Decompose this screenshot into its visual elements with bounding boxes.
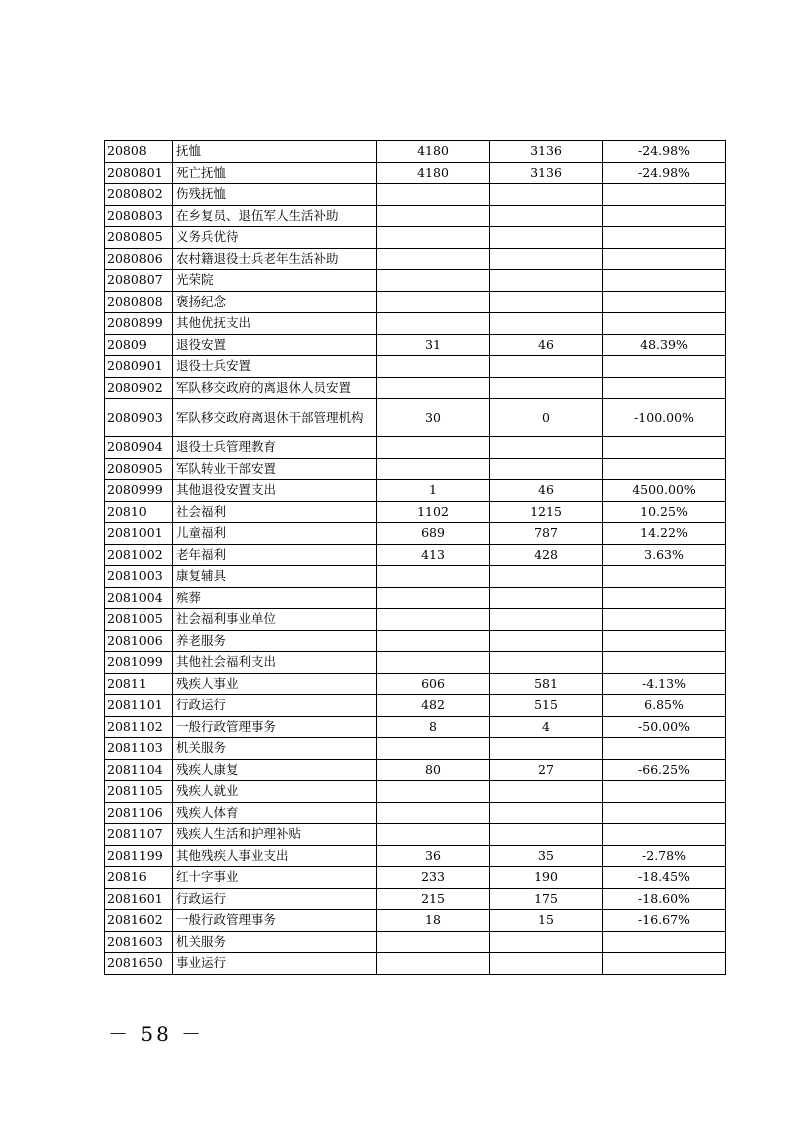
value-cell-1 xyxy=(377,566,490,588)
value-cell-2 xyxy=(490,377,603,399)
code-cell: 2081103 xyxy=(105,738,173,760)
value-cell-2: 46 xyxy=(490,480,603,502)
value-cell-2: 1215 xyxy=(490,501,603,523)
value-cell-1 xyxy=(377,738,490,760)
name-cell: 社会福利事业单位 xyxy=(173,609,377,631)
name-cell: 儿童福利 xyxy=(173,523,377,545)
name-cell: 军队移交政府的离退休人员安置 xyxy=(173,377,377,399)
table-row xyxy=(105,184,726,206)
table-row xyxy=(105,141,726,163)
value-cell-2: 175 xyxy=(490,888,603,910)
table-row xyxy=(105,910,726,932)
table-row xyxy=(105,458,726,480)
value-cell-1 xyxy=(377,313,490,335)
code-cell: 2081101 xyxy=(105,695,173,717)
value-cell-1 xyxy=(377,248,490,270)
code-cell: 2081199 xyxy=(105,845,173,867)
percent-change-cell: -16.67% xyxy=(603,910,726,932)
percent-change-cell xyxy=(603,802,726,824)
table-row xyxy=(105,270,726,292)
table-row xyxy=(105,356,726,378)
table-row xyxy=(105,248,726,270)
code-cell: 2080808 xyxy=(105,291,173,313)
value-cell-2: 35 xyxy=(490,845,603,867)
value-cell-2 xyxy=(490,931,603,953)
value-cell-1 xyxy=(377,609,490,631)
name-cell: 一般行政管理事务 xyxy=(173,716,377,738)
percent-change-cell: -24.98% xyxy=(603,141,726,163)
code-cell: 2081602 xyxy=(105,910,173,932)
name-cell: 光荣院 xyxy=(173,270,377,292)
value-cell-1 xyxy=(377,270,490,292)
name-cell: 行政运行 xyxy=(173,888,377,910)
code-cell: 2081001 xyxy=(105,523,173,545)
percent-change-cell xyxy=(603,587,726,609)
table-row xyxy=(105,205,726,227)
value-cell-1 xyxy=(377,652,490,674)
value-cell-1: 1102 xyxy=(377,501,490,523)
table-row xyxy=(105,334,726,356)
value-cell-2: 190 xyxy=(490,867,603,889)
value-cell-1 xyxy=(377,931,490,953)
name-cell: 残疾人康复 xyxy=(173,759,377,781)
code-cell: 2080807 xyxy=(105,270,173,292)
code-cell: 2080902 xyxy=(105,377,173,399)
value-cell-1: 413 xyxy=(377,544,490,566)
name-cell: 残疾人就业 xyxy=(173,781,377,803)
percent-change-cell xyxy=(603,458,726,480)
percent-change-cell xyxy=(603,205,726,227)
code-cell: 20811 xyxy=(105,673,173,695)
value-cell-1 xyxy=(377,953,490,975)
table-row xyxy=(105,566,726,588)
value-cell-1: 233 xyxy=(377,867,490,889)
value-cell-2 xyxy=(490,184,603,206)
table-row xyxy=(105,291,726,313)
value-cell-1 xyxy=(377,458,490,480)
name-cell: 农村籍退役士兵老年生活补助 xyxy=(173,248,377,270)
name-cell: 其他社会福利支出 xyxy=(173,652,377,674)
percent-change-cell xyxy=(603,313,726,335)
code-cell: 2081005 xyxy=(105,609,173,631)
table-row xyxy=(105,953,726,975)
code-cell: 2081106 xyxy=(105,802,173,824)
table-row xyxy=(105,759,726,781)
value-cell-1: 482 xyxy=(377,695,490,717)
name-cell: 康复辅具 xyxy=(173,566,377,588)
value-cell-2 xyxy=(490,270,603,292)
percent-change-cell: -18.45% xyxy=(603,867,726,889)
value-cell-1 xyxy=(377,587,490,609)
value-cell-1: 215 xyxy=(377,888,490,910)
name-cell: 社会福利 xyxy=(173,501,377,523)
table-row xyxy=(105,845,726,867)
value-cell-2 xyxy=(490,205,603,227)
value-cell-2 xyxy=(490,738,603,760)
value-cell-2: 3136 xyxy=(490,141,603,163)
name-cell: 褒扬纪念 xyxy=(173,291,377,313)
percent-change-cell xyxy=(603,953,726,975)
table-row xyxy=(105,544,726,566)
percent-change-cell: -2.78% xyxy=(603,845,726,867)
code-cell: 20809 xyxy=(105,334,173,356)
value-cell-1: 80 xyxy=(377,759,490,781)
value-cell-1: 8 xyxy=(377,716,490,738)
value-cell-1 xyxy=(377,630,490,652)
table-row xyxy=(105,824,726,846)
table-row xyxy=(105,931,726,953)
table-row xyxy=(105,399,726,437)
code-cell: 2081102 xyxy=(105,716,173,738)
percent-change-cell: 3.63% xyxy=(603,544,726,566)
table-row xyxy=(105,480,726,502)
value-cell-2 xyxy=(490,802,603,824)
name-cell: 伤残抚恤 xyxy=(173,184,377,206)
value-cell-1: 689 xyxy=(377,523,490,545)
value-cell-2 xyxy=(490,587,603,609)
value-cell-2 xyxy=(490,291,603,313)
table-row xyxy=(105,802,726,824)
table-row xyxy=(105,781,726,803)
value-cell-2: 27 xyxy=(490,759,603,781)
code-cell: 2081003 xyxy=(105,566,173,588)
value-cell-2 xyxy=(490,313,603,335)
name-cell: 其他退役安置支出 xyxy=(173,480,377,502)
page-number: － 58 － xyxy=(108,1022,205,1046)
percent-change-cell xyxy=(603,566,726,588)
name-cell: 残疾人事业 xyxy=(173,673,377,695)
value-cell-2 xyxy=(490,356,603,378)
table-row xyxy=(105,162,726,184)
name-cell: 退役安置 xyxy=(173,334,377,356)
value-cell-2 xyxy=(490,437,603,459)
percent-change-cell xyxy=(603,377,726,399)
percent-change-cell xyxy=(603,652,726,674)
value-cell-2 xyxy=(490,566,603,588)
value-cell-2: 46 xyxy=(490,334,603,356)
code-cell: 2080802 xyxy=(105,184,173,206)
table-row xyxy=(105,501,726,523)
table-row xyxy=(105,609,726,631)
value-cell-2 xyxy=(490,458,603,480)
value-cell-1: 30 xyxy=(377,399,490,437)
name-cell: 抚恤 xyxy=(173,141,377,163)
value-cell-2 xyxy=(490,953,603,975)
percent-change-cell: -50.00% xyxy=(603,716,726,738)
percent-change-cell: -18.60% xyxy=(603,888,726,910)
percent-change-cell xyxy=(603,248,726,270)
value-cell-2: 0 xyxy=(490,399,603,437)
name-cell: 殡葬 xyxy=(173,587,377,609)
percent-change-cell: 6.85% xyxy=(603,695,726,717)
percent-change-cell: 48.39% xyxy=(603,334,726,356)
code-cell: 20816 xyxy=(105,867,173,889)
name-cell: 军队转业干部安置 xyxy=(173,458,377,480)
code-cell: 2081104 xyxy=(105,759,173,781)
name-cell: 老年福利 xyxy=(173,544,377,566)
name-cell: 残疾人体育 xyxy=(173,802,377,824)
value-cell-1: 36 xyxy=(377,845,490,867)
name-cell: 机关服务 xyxy=(173,738,377,760)
percent-change-cell xyxy=(603,738,726,760)
code-cell: 2080803 xyxy=(105,205,173,227)
name-cell: 养老服务 xyxy=(173,630,377,652)
percent-change-cell: -100.00% xyxy=(603,399,726,437)
percent-change-cell xyxy=(603,356,726,378)
code-cell: 2080805 xyxy=(105,227,173,249)
name-cell: 红十字事业 xyxy=(173,867,377,889)
percent-change-cell xyxy=(603,630,726,652)
value-cell-1: 4180 xyxy=(377,162,490,184)
value-cell-1 xyxy=(377,802,490,824)
value-cell-2 xyxy=(490,248,603,270)
value-cell-1: 18 xyxy=(377,910,490,932)
name-cell: 其他残疾人事业支出 xyxy=(173,845,377,867)
code-cell: 2080999 xyxy=(105,480,173,502)
name-cell: 军队移交政府离退休干部管理机构 xyxy=(173,399,377,437)
value-cell-1 xyxy=(377,291,490,313)
value-cell-1 xyxy=(377,356,490,378)
value-cell-2 xyxy=(490,227,603,249)
value-cell-2 xyxy=(490,652,603,674)
value-cell-2: 787 xyxy=(490,523,603,545)
name-cell: 在乡复员、退伍军人生活补助 xyxy=(173,205,377,227)
table-row xyxy=(105,738,726,760)
value-cell-1 xyxy=(377,205,490,227)
name-cell: 事业运行 xyxy=(173,953,377,975)
value-cell-1 xyxy=(377,824,490,846)
table-row xyxy=(105,523,726,545)
name-cell: 残疾人生活和护理补贴 xyxy=(173,824,377,846)
value-cell-2: 428 xyxy=(490,544,603,566)
code-cell: 2081601 xyxy=(105,888,173,910)
table-row xyxy=(105,716,726,738)
percent-change-cell: -24.98% xyxy=(603,162,726,184)
value-cell-2: 15 xyxy=(490,910,603,932)
table-row xyxy=(105,867,726,889)
table-row xyxy=(105,888,726,910)
value-cell-2 xyxy=(490,824,603,846)
code-cell: 20810 xyxy=(105,501,173,523)
percent-change-cell: 10.25% xyxy=(603,501,726,523)
budget-table xyxy=(104,140,726,975)
name-cell: 行政运行 xyxy=(173,695,377,717)
table-row xyxy=(105,587,726,609)
code-cell: 2080903 xyxy=(105,399,173,437)
value-cell-2 xyxy=(490,609,603,631)
value-cell-2 xyxy=(490,630,603,652)
value-cell-2: 4 xyxy=(490,716,603,738)
value-cell-2: 581 xyxy=(490,673,603,695)
value-cell-1 xyxy=(377,184,490,206)
table-row xyxy=(105,437,726,459)
percent-change-cell xyxy=(603,824,726,846)
code-cell: 2081650 xyxy=(105,953,173,975)
percent-change-cell: -4.13% xyxy=(603,673,726,695)
percent-change-cell: 14.22% xyxy=(603,523,726,545)
code-cell: 2080901 xyxy=(105,356,173,378)
name-cell: 一般行政管理事务 xyxy=(173,910,377,932)
value-cell-1 xyxy=(377,781,490,803)
table-row xyxy=(105,630,726,652)
code-cell: 2080904 xyxy=(105,437,173,459)
budget-table-body xyxy=(105,141,726,975)
table-row xyxy=(105,652,726,674)
percent-change-cell xyxy=(603,227,726,249)
name-cell: 死亡抚恤 xyxy=(173,162,377,184)
name-cell: 义务兵优待 xyxy=(173,227,377,249)
code-cell: 2080801 xyxy=(105,162,173,184)
value-cell-2: 3136 xyxy=(490,162,603,184)
percent-change-cell: -66.25% xyxy=(603,759,726,781)
percent-change-cell xyxy=(603,270,726,292)
value-cell-1: 606 xyxy=(377,673,490,695)
value-cell-1: 1 xyxy=(377,480,490,502)
table-row xyxy=(105,313,726,335)
code-cell: 2081099 xyxy=(105,652,173,674)
table-row xyxy=(105,227,726,249)
percent-change-cell xyxy=(603,609,726,631)
code-cell: 2081004 xyxy=(105,587,173,609)
value-cell-2: 515 xyxy=(490,695,603,717)
table-row xyxy=(105,695,726,717)
percent-change-cell xyxy=(603,781,726,803)
code-cell: 2080806 xyxy=(105,248,173,270)
code-cell: 2081107 xyxy=(105,824,173,846)
value-cell-2 xyxy=(490,781,603,803)
value-cell-1 xyxy=(377,377,490,399)
name-cell: 机关服务 xyxy=(173,931,377,953)
name-cell: 其他优抚支出 xyxy=(173,313,377,335)
value-cell-1: 4180 xyxy=(377,141,490,163)
percent-change-cell xyxy=(603,184,726,206)
code-cell: 2080899 xyxy=(105,313,173,335)
name-cell: 退役士兵安置 xyxy=(173,356,377,378)
percent-change-cell: 4500.00% xyxy=(603,480,726,502)
table-row xyxy=(105,377,726,399)
code-cell: 2080905 xyxy=(105,458,173,480)
percent-change-cell xyxy=(603,437,726,459)
percent-change-cell xyxy=(603,291,726,313)
table-row xyxy=(105,673,726,695)
percent-change-cell xyxy=(603,931,726,953)
code-cell: 2081002 xyxy=(105,544,173,566)
value-cell-1 xyxy=(377,437,490,459)
code-cell: 2081006 xyxy=(105,630,173,652)
code-cell: 2081105 xyxy=(105,781,173,803)
code-cell: 20808 xyxy=(105,141,173,163)
name-cell: 退役士兵管理教育 xyxy=(173,437,377,459)
value-cell-1: 31 xyxy=(377,334,490,356)
code-cell: 2081603 xyxy=(105,931,173,953)
value-cell-1 xyxy=(377,227,490,249)
